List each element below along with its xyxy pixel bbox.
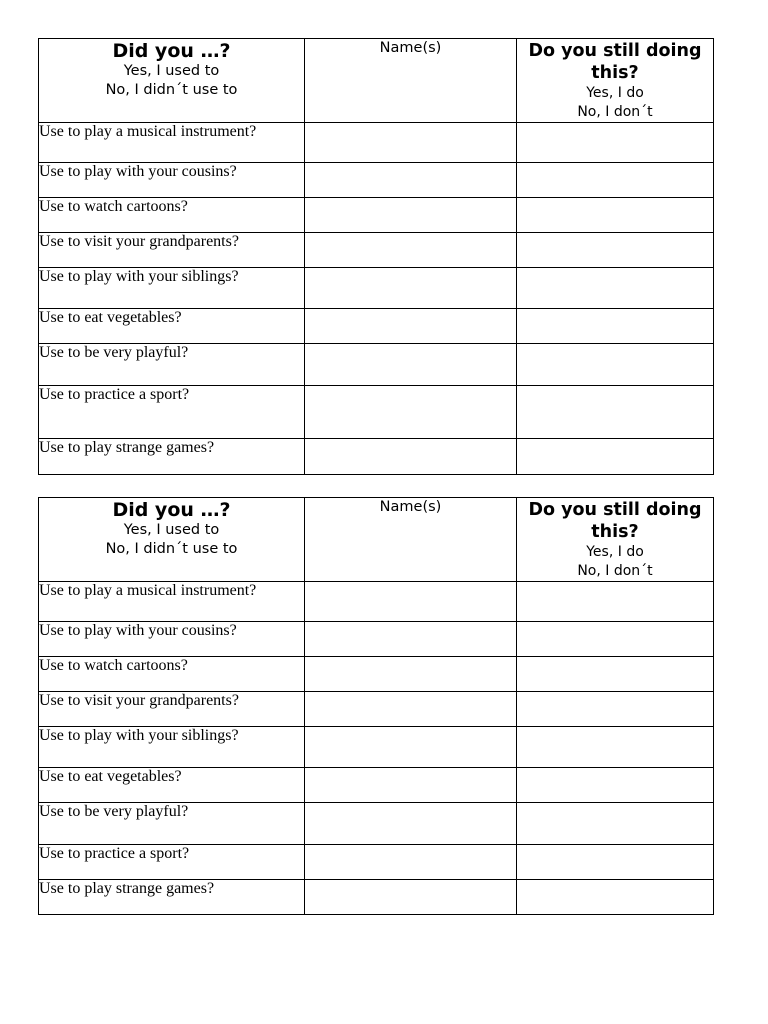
names-answer-cell[interactable] — [305, 657, 517, 692]
names-answer-cell[interactable] — [305, 233, 517, 268]
table-row — [39, 803, 714, 845]
still-doing-answer-cell[interactable] — [517, 803, 714, 845]
still-doing-answer-cell[interactable] — [517, 268, 714, 309]
did-you-title: Did you …? — [112, 40, 231, 62]
question-cell: Use to practice a sport? — [39, 386, 305, 439]
table-row — [39, 386, 714, 439]
header-still-doing — [517, 39, 714, 123]
still-doing-title: Do you still doing this? — [528, 500, 702, 542]
still-doing-answer-cell[interactable] — [517, 344, 714, 386]
table-row — [39, 727, 714, 768]
names-answer-cell[interactable] — [305, 622, 517, 657]
names-answer-cell[interactable] — [305, 803, 517, 845]
question-cell: Use to play strange games? — [39, 880, 305, 915]
table-row — [39, 233, 714, 268]
still-doing-answer-cell[interactable] — [517, 657, 714, 692]
table-row — [39, 309, 714, 344]
table-row — [39, 657, 714, 692]
still-doing-answer-cell[interactable] — [517, 768, 714, 803]
table-row — [39, 439, 714, 475]
names-answer-cell[interactable] — [305, 692, 517, 727]
question-cell: Use to eat vegetables? — [39, 309, 305, 344]
question-cell: Use to practice a sport? — [39, 845, 305, 880]
no-didnt-use-to-label: No, I didn´t use to — [105, 82, 238, 98]
worksheet-table-2 — [38, 497, 714, 915]
names-title: Name(s) — [379, 499, 442, 515]
table-row — [39, 692, 714, 727]
still-doing-answer-cell[interactable] — [517, 692, 714, 727]
question-cell: Use to play strange games? — [39, 439, 305, 475]
still-doing-answer-cell[interactable] — [517, 439, 714, 475]
question-cell: Use to visit your grandparents? — [39, 692, 305, 727]
table-row — [39, 123, 714, 163]
no-didnt-use-to-label: No, I didn´t use to — [105, 541, 238, 557]
still-doing-answer-cell[interactable] — [517, 309, 714, 344]
names-answer-cell[interactable] — [305, 344, 517, 386]
names-answer-cell[interactable] — [305, 845, 517, 880]
question-cell: Use to watch cartoons? — [39, 198, 305, 233]
names-answer-cell[interactable] — [305, 582, 517, 622]
table-row — [39, 163, 714, 198]
question-cell: Use to be very playful? — [39, 344, 305, 386]
table-row — [39, 622, 714, 657]
still-doing-title: Do you still doing this? — [528, 41, 702, 83]
names-answer-cell[interactable] — [305, 727, 517, 768]
header-names — [305, 39, 517, 123]
still-doing-answer-cell[interactable] — [517, 386, 714, 439]
names-title: Name(s) — [379, 40, 442, 56]
no-i-dont-label: No, I don´t — [577, 104, 653, 120]
question-cell: Use to play with your cousins? — [39, 622, 305, 657]
question-cell: Use to visit your grandparents? — [39, 233, 305, 268]
still-doing-answer-cell[interactable] — [517, 880, 714, 915]
still-doing-answer-cell[interactable] — [517, 198, 714, 233]
table-row — [39, 268, 714, 309]
still-doing-answer-cell[interactable] — [517, 622, 714, 657]
table-row — [39, 582, 714, 622]
names-answer-cell[interactable] — [305, 123, 517, 163]
header-row — [39, 39, 714, 123]
still-doing-answer-cell[interactable] — [517, 163, 714, 198]
yes-i-do-label: Yes, I do — [586, 85, 644, 101]
names-answer-cell[interactable] — [305, 386, 517, 439]
names-answer-cell[interactable] — [305, 268, 517, 309]
question-cell: Use to play a musical instrument? — [39, 123, 305, 163]
question-cell: Use to play with your cousins? — [39, 163, 305, 198]
table-row — [39, 344, 714, 386]
header-row — [39, 498, 714, 582]
worksheet-table-1 — [38, 38, 714, 475]
question-cell: Use to play with your siblings? — [39, 727, 305, 768]
header-did-you — [39, 39, 305, 123]
question-cell: Use to eat vegetables? — [39, 768, 305, 803]
yes-used-to-label: Yes, I used to — [123, 522, 220, 538]
names-answer-cell[interactable] — [305, 880, 517, 915]
table-row — [39, 880, 714, 915]
question-cell: Use to watch cartoons? — [39, 657, 305, 692]
yes-i-do-label: Yes, I do — [586, 544, 644, 560]
header-still-doing — [517, 498, 714, 582]
question-cell: Use to play with your siblings? — [39, 268, 305, 309]
table-row — [39, 768, 714, 803]
still-doing-answer-cell[interactable] — [517, 582, 714, 622]
question-cell: Use to be very playful? — [39, 803, 305, 845]
header-names — [305, 498, 517, 582]
yes-used-to-label: Yes, I used to — [123, 63, 220, 79]
still-doing-answer-cell[interactable] — [517, 123, 714, 163]
names-answer-cell[interactable] — [305, 768, 517, 803]
question-cell: Use to play a musical instrument? — [39, 582, 305, 622]
header-did-you — [39, 498, 305, 582]
still-doing-answer-cell[interactable] — [517, 233, 714, 268]
no-i-dont-label: No, I don´t — [577, 563, 653, 579]
names-answer-cell[interactable] — [305, 163, 517, 198]
still-doing-answer-cell[interactable] — [517, 727, 714, 768]
names-answer-cell[interactable] — [305, 439, 517, 475]
table-row — [39, 198, 714, 233]
table-row — [39, 845, 714, 880]
names-answer-cell[interactable] — [305, 309, 517, 344]
still-doing-answer-cell[interactable] — [517, 845, 714, 880]
did-you-title: Did you …? — [112, 499, 231, 521]
names-answer-cell[interactable] — [305, 198, 517, 233]
